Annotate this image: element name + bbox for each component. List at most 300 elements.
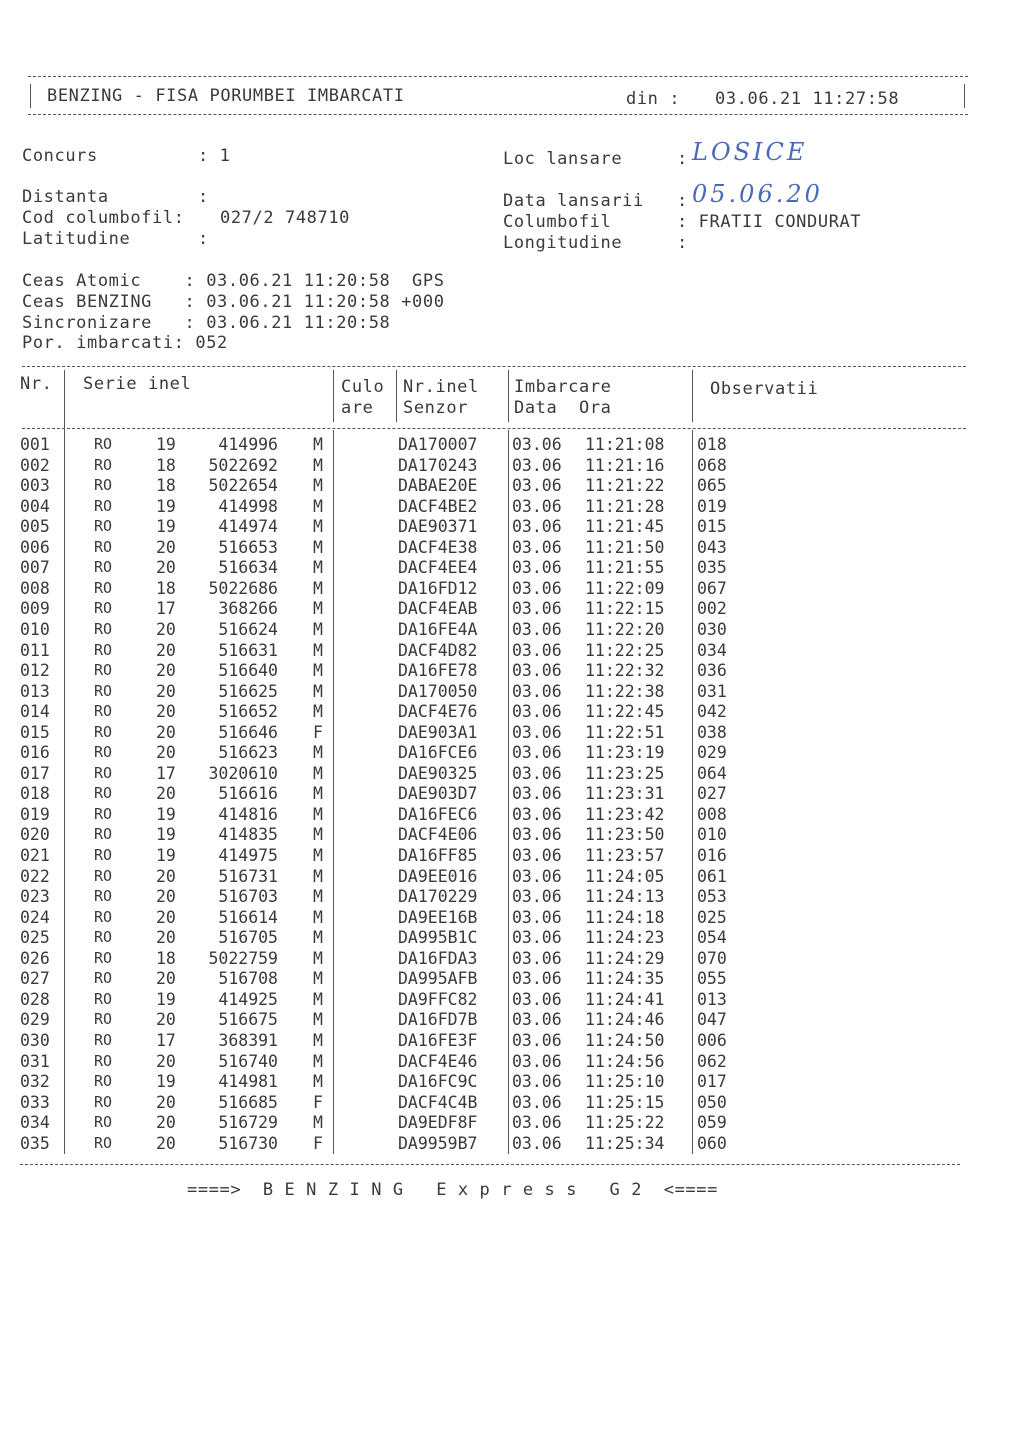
ring-number: 414998 bbox=[218, 496, 278, 516]
sex: M bbox=[313, 989, 323, 1009]
boarding-time: 11:22:32 bbox=[585, 661, 665, 681]
loc-lansare-label: Loc lansare bbox=[503, 149, 623, 169]
document-title: BENZING - FISA PORUMBEI IMBARCATI bbox=[47, 86, 405, 106]
sensor-ring: DA16FE4A bbox=[398, 619, 478, 639]
table-row bbox=[0, 599, 1024, 620]
sex: M bbox=[313, 1072, 323, 1092]
boarding-date: 03.06 bbox=[512, 784, 562, 804]
printed-at-label: din : bbox=[626, 89, 681, 109]
observation: 055 bbox=[697, 969, 727, 989]
observation: 030 bbox=[697, 619, 727, 639]
sex: M bbox=[313, 825, 323, 845]
table-row bbox=[0, 723, 1024, 744]
boarding-time: 11:25:15 bbox=[585, 1092, 665, 1112]
ring-number: 414975 bbox=[218, 846, 278, 865]
boarding-date: 03.06 bbox=[512, 640, 562, 660]
row-number: 008 bbox=[20, 578, 50, 598]
boarding-time: 11:23:50 bbox=[585, 825, 665, 845]
ring-year: 20 bbox=[156, 743, 176, 763]
ring-year: 17 bbox=[156, 599, 176, 619]
observation: 062 bbox=[697, 1051, 727, 1071]
sincronizare: Sincronizare : 03.06.21 11:20:58 bbox=[22, 313, 391, 333]
country-code: RO bbox=[94, 1133, 113, 1152]
country-code: RO bbox=[94, 722, 113, 741]
country-code: RO bbox=[94, 969, 113, 988]
boarding-time: 11:23:42 bbox=[585, 804, 665, 824]
observation: 031 bbox=[697, 681, 727, 701]
table-row bbox=[0, 1093, 1024, 1114]
sensor-ring: DA16FD12 bbox=[398, 578, 478, 598]
header-sep-5 bbox=[692, 370, 693, 422]
observation: 019 bbox=[697, 496, 727, 516]
country-code: RO bbox=[94, 846, 113, 864]
boarding-time: 11:22:20 bbox=[585, 619, 665, 639]
country-code: RO bbox=[94, 578, 113, 597]
sensor-ring: DACF4E38 bbox=[398, 537, 478, 557]
data-lansarii-colon: : bbox=[677, 191, 688, 211]
sex: M bbox=[313, 784, 323, 804]
row-number: 023 bbox=[20, 887, 50, 907]
sex: M bbox=[313, 948, 323, 968]
row-number: 031 bbox=[20, 1051, 50, 1071]
table-row bbox=[0, 908, 1024, 929]
boarding-time: 11:24:23 bbox=[585, 928, 665, 948]
ring-number: 516685 bbox=[218, 1092, 278, 1112]
sensor-ring: DACF4D82 bbox=[398, 640, 478, 660]
boarding-time: 11:24:18 bbox=[585, 907, 665, 927]
cod-label: Cod columbofil: bbox=[22, 208, 185, 228]
table-row bbox=[0, 620, 1024, 641]
country-code: RO bbox=[94, 989, 113, 1008]
country-code: RO bbox=[94, 907, 113, 926]
sex: M bbox=[313, 702, 323, 722]
table-row bbox=[0, 641, 1024, 662]
observation: 065 bbox=[697, 476, 727, 496]
table-row bbox=[0, 1010, 1024, 1031]
ring-year: 19 bbox=[156, 517, 176, 537]
country-code: RO bbox=[94, 1113, 113, 1132]
concurs-label: Concurs bbox=[22, 146, 98, 166]
boarding-date: 03.06 bbox=[512, 578, 562, 598]
country-code: RO bbox=[94, 1010, 113, 1029]
boarding-time: 11:25:22 bbox=[585, 1113, 665, 1133]
observation: 059 bbox=[697, 1113, 727, 1133]
observation: 043 bbox=[697, 537, 727, 557]
observation: 067 bbox=[697, 578, 727, 598]
row-number: 010 bbox=[20, 619, 50, 639]
country-code: RO bbox=[94, 661, 113, 680]
boarding-time: 11:23:25 bbox=[585, 763, 665, 783]
observation: 025 bbox=[697, 907, 727, 927]
table-header-bottom-rule bbox=[22, 428, 966, 429]
observation: 013 bbox=[697, 989, 727, 1009]
table-row bbox=[0, 969, 1024, 990]
observation: 061 bbox=[697, 866, 727, 886]
table-row bbox=[0, 579, 1024, 600]
table-row bbox=[0, 517, 1024, 538]
boarding-date: 03.06 bbox=[512, 455, 562, 475]
observation: 006 bbox=[697, 1030, 727, 1050]
ring-year: 20 bbox=[156, 1133, 176, 1153]
row-number: 003 bbox=[20, 476, 50, 496]
ring-number: 516705 bbox=[218, 928, 278, 948]
boarding-time: 11:23:19 bbox=[585, 743, 665, 763]
table-top-rule bbox=[22, 366, 966, 367]
sex: M bbox=[313, 846, 323, 865]
data-lansarii-handwritten: 05.06.20 bbox=[692, 180, 823, 208]
ring-number: 516616 bbox=[218, 784, 278, 804]
row-number: 020 bbox=[20, 825, 50, 845]
sex: M bbox=[313, 681, 323, 701]
observation: 016 bbox=[697, 846, 727, 865]
ring-number: 516614 bbox=[218, 907, 278, 927]
sex: M bbox=[313, 866, 323, 886]
boarding-date: 03.06 bbox=[512, 825, 562, 845]
row-number: 012 bbox=[20, 661, 50, 681]
ring-year: 20 bbox=[156, 661, 176, 681]
observation: 027 bbox=[697, 784, 727, 804]
row-number: 017 bbox=[20, 763, 50, 783]
ring-number: 516631 bbox=[218, 640, 278, 660]
sensor-ring: DA9EE16B bbox=[398, 907, 478, 927]
boarding-date: 03.06 bbox=[512, 763, 562, 783]
sensor-ring: DA16FC9C bbox=[398, 1072, 478, 1092]
country-code: RO bbox=[94, 1030, 113, 1049]
sensor-ring: DA170243 bbox=[398, 455, 478, 475]
printed-at-value: 03.06.21 11:27:58 bbox=[715, 89, 900, 109]
observation: 018 bbox=[697, 435, 727, 454]
sensor-ring: DAE903A1 bbox=[398, 722, 478, 742]
boarding-date: 03.06 bbox=[512, 1133, 562, 1153]
boarding-time: 11:24:05 bbox=[585, 866, 665, 886]
boarding-date: 03.06 bbox=[512, 681, 562, 701]
boarding-date: 03.06 bbox=[512, 661, 562, 681]
sex: F bbox=[313, 1092, 323, 1112]
loc-lansare-colon: : bbox=[677, 149, 688, 169]
row-number: 032 bbox=[20, 1072, 50, 1092]
observation: 050 bbox=[697, 1092, 727, 1112]
boarding-time: 11:22:38 bbox=[585, 681, 665, 701]
ring-number: 414816 bbox=[218, 804, 278, 824]
table-row bbox=[0, 1134, 1024, 1155]
observation: 002 bbox=[697, 599, 727, 619]
boarding-date: 03.06 bbox=[512, 619, 562, 639]
row-number: 013 bbox=[20, 681, 50, 701]
boarding-date: 03.06 bbox=[512, 928, 562, 948]
boarding-time: 11:23:57 bbox=[585, 846, 665, 865]
country-code: RO bbox=[94, 825, 113, 844]
ring-year: 20 bbox=[156, 928, 176, 948]
ring-year: 20 bbox=[156, 907, 176, 927]
observation: 064 bbox=[697, 763, 727, 783]
observation: 042 bbox=[697, 702, 727, 722]
boarding-time: 11:22:51 bbox=[585, 722, 665, 742]
observation: 060 bbox=[697, 1133, 727, 1153]
sensor-ring: DA170229 bbox=[398, 887, 478, 907]
sensor-ring: DA16FE3F bbox=[398, 1030, 478, 1050]
sensor-ring: DA9FFC82 bbox=[398, 989, 478, 1009]
row-number: 002 bbox=[20, 455, 50, 475]
country-code: RO bbox=[94, 681, 113, 700]
porumbei-imbarcati: Por. imbarcati: 052 bbox=[22, 333, 228, 353]
sensor-ring: DACF4E76 bbox=[398, 702, 478, 722]
row-number: 018 bbox=[20, 784, 50, 804]
sensor-ring: DACF4E46 bbox=[398, 1051, 478, 1071]
ring-number: 5022759 bbox=[208, 948, 278, 968]
sex: M bbox=[313, 763, 323, 783]
boarding-date: 03.06 bbox=[512, 1092, 562, 1112]
row-number: 026 bbox=[20, 948, 50, 968]
country-code: RO bbox=[94, 517, 113, 536]
ring-number: 516646 bbox=[218, 722, 278, 742]
longitudine-label: Longitudine bbox=[503, 233, 623, 253]
table-row bbox=[0, 764, 1024, 785]
table-row bbox=[0, 456, 1024, 477]
boarding-date: 03.06 bbox=[512, 435, 562, 454]
cod-value: 027/2 748710 bbox=[220, 208, 351, 228]
country-code: RO bbox=[94, 455, 113, 474]
boarding-date: 03.06 bbox=[512, 722, 562, 742]
sensor-ring: DA170050 bbox=[398, 681, 478, 701]
loc-lansare-handwritten: LOSICE bbox=[692, 138, 808, 166]
row-number: 019 bbox=[20, 804, 50, 824]
observation: 017 bbox=[697, 1072, 727, 1092]
concurs-value: : 1 bbox=[198, 146, 231, 166]
sex: M bbox=[313, 907, 323, 927]
ring-number: 5022686 bbox=[208, 578, 278, 598]
boarding-time: 11:21:45 bbox=[585, 517, 665, 537]
observation: 047 bbox=[697, 1010, 727, 1030]
header-left-rule bbox=[30, 84, 31, 108]
boarding-date: 03.06 bbox=[512, 846, 562, 865]
ring-number: 516624 bbox=[218, 619, 278, 639]
boarding-date: 03.06 bbox=[512, 804, 562, 824]
observation: 015 bbox=[697, 517, 727, 537]
sensor-ring: DAE90325 bbox=[398, 763, 478, 783]
boarding-date: 03.06 bbox=[512, 496, 562, 516]
sensor-ring: DAE90371 bbox=[398, 517, 478, 537]
col-header-nrinel-2: Senzor bbox=[403, 398, 469, 418]
row-number: 009 bbox=[20, 599, 50, 619]
country-code: RO bbox=[94, 784, 113, 803]
observation: 010 bbox=[697, 825, 727, 845]
ring-year: 20 bbox=[156, 784, 176, 804]
sex: M bbox=[313, 743, 323, 763]
ring-number: 414835 bbox=[218, 825, 278, 845]
table-row bbox=[0, 558, 1024, 579]
row-number: 016 bbox=[20, 743, 50, 763]
row-number: 030 bbox=[20, 1030, 50, 1050]
country-code: RO bbox=[94, 619, 113, 638]
columbofil-value: : FRATII CONDURAT bbox=[677, 212, 862, 232]
table-row bbox=[0, 825, 1024, 846]
boarding-date: 03.06 bbox=[512, 1051, 562, 1071]
table-row bbox=[0, 1052, 1024, 1073]
ring-year: 20 bbox=[156, 640, 176, 660]
sensor-ring: DA16FD7B bbox=[398, 1010, 478, 1030]
boarding-time: 11:21:28 bbox=[585, 496, 665, 516]
table-row bbox=[0, 928, 1024, 949]
ring-number: 5022692 bbox=[208, 455, 278, 475]
table-row bbox=[0, 497, 1024, 518]
ring-number: 516653 bbox=[218, 537, 278, 557]
sensor-ring: DABAE20E bbox=[398, 476, 478, 496]
sensor-ring: DACF4C4B bbox=[398, 1092, 478, 1112]
observation: 070 bbox=[697, 948, 727, 968]
boarding-time: 11:25:10 bbox=[585, 1072, 665, 1092]
col-header-culoare-2: are bbox=[341, 398, 374, 418]
ring-year: 17 bbox=[156, 763, 176, 783]
table-row bbox=[0, 805, 1024, 826]
sex: M bbox=[313, 640, 323, 660]
country-code: RO bbox=[94, 743, 113, 762]
col-header-imbarcare-2: Data Ora bbox=[514, 398, 612, 418]
ceas-benzing: Ceas BENZING : 03.06.21 11:20:58 +000 bbox=[22, 292, 445, 312]
ring-number: 516675 bbox=[218, 1010, 278, 1030]
sex: M bbox=[313, 496, 323, 516]
row-number: 034 bbox=[20, 1113, 50, 1133]
latitudine-value: : bbox=[198, 229, 209, 249]
footer-brand: ====> B E N Z I N G E x p r e s s G 2 <==== bbox=[187, 1180, 718, 1200]
observation: 068 bbox=[697, 455, 727, 475]
row-number: 035 bbox=[20, 1133, 50, 1153]
table-row bbox=[0, 867, 1024, 888]
table-row bbox=[0, 661, 1024, 682]
sex: M bbox=[313, 455, 323, 475]
table-bottom-rule bbox=[20, 1164, 960, 1165]
ring-number: 5022654 bbox=[208, 476, 278, 496]
row-number: 005 bbox=[20, 517, 50, 537]
ring-year: 20 bbox=[156, 969, 176, 989]
row-number: 021 bbox=[20, 846, 50, 865]
sex: M bbox=[313, 537, 323, 557]
sensor-ring: DA170007 bbox=[398, 435, 478, 454]
header-top-rule bbox=[28, 76, 968, 77]
table-row bbox=[0, 682, 1024, 703]
ring-number: 368391 bbox=[218, 1030, 278, 1050]
ring-number: 516623 bbox=[218, 743, 278, 763]
distanta-label: Distanta bbox=[22, 187, 109, 207]
country-code: RO bbox=[94, 866, 113, 885]
table-row bbox=[0, 846, 1024, 867]
country-code: RO bbox=[94, 1092, 113, 1111]
boarding-date: 03.06 bbox=[512, 476, 562, 496]
boarding-time: 11:24:50 bbox=[585, 1030, 665, 1050]
observation: 036 bbox=[697, 661, 727, 681]
ring-year: 19 bbox=[156, 989, 176, 1009]
country-code: RO bbox=[94, 599, 113, 618]
row-number: 024 bbox=[20, 907, 50, 927]
row-number: 001 bbox=[20, 435, 50, 454]
row-number: 015 bbox=[20, 722, 50, 742]
ring-number: 414925 bbox=[218, 989, 278, 1009]
table-row bbox=[0, 1113, 1024, 1134]
boarding-date: 03.06 bbox=[512, 558, 562, 578]
boarding-time: 11:24:46 bbox=[585, 1010, 665, 1030]
ring-year: 20 bbox=[156, 681, 176, 701]
sex: M bbox=[313, 887, 323, 907]
boarding-time: 11:24:41 bbox=[585, 989, 665, 1009]
boarding-time: 11:24:35 bbox=[585, 969, 665, 989]
sex: M bbox=[313, 1030, 323, 1050]
country-code: RO bbox=[94, 1072, 113, 1091]
ring-year: 18 bbox=[156, 578, 176, 598]
sensor-ring: DA9959B7 bbox=[398, 1133, 478, 1153]
country-code: RO bbox=[94, 887, 113, 906]
ring-year: 19 bbox=[156, 435, 176, 454]
col-header-nr: Nr. bbox=[20, 374, 53, 394]
sex: M bbox=[313, 804, 323, 824]
sex: M bbox=[313, 435, 323, 454]
longitudine-value: : bbox=[677, 233, 688, 253]
header-bottom-rule bbox=[28, 114, 968, 115]
boarding-date: 03.06 bbox=[512, 866, 562, 886]
row-number: 025 bbox=[20, 928, 50, 948]
boarding-time: 11:21:55 bbox=[585, 558, 665, 578]
row-number: 004 bbox=[20, 496, 50, 516]
observation: 034 bbox=[697, 640, 727, 660]
sensor-ring: DA9EE016 bbox=[398, 866, 478, 886]
col-header-imbarcare-1: Imbarcare bbox=[514, 377, 612, 397]
ring-year: 20 bbox=[156, 1092, 176, 1112]
col-header-observatii: Observatii bbox=[710, 379, 819, 399]
ring-number: 516652 bbox=[218, 702, 278, 722]
sex: M bbox=[313, 1010, 323, 1030]
boarding-date: 03.06 bbox=[512, 907, 562, 927]
observation: 053 bbox=[697, 887, 727, 907]
ring-year: 19 bbox=[156, 496, 176, 516]
table-row bbox=[0, 702, 1024, 723]
country-code: RO bbox=[94, 640, 113, 659]
ring-year: 20 bbox=[156, 619, 176, 639]
ring-year: 18 bbox=[156, 476, 176, 496]
boarding-time: 11:25:34 bbox=[585, 1133, 665, 1153]
ring-year: 19 bbox=[156, 825, 176, 845]
table-row bbox=[0, 743, 1024, 764]
boarding-time: 11:21:50 bbox=[585, 537, 665, 557]
table-row bbox=[0, 1031, 1024, 1052]
row-number: 028 bbox=[20, 989, 50, 1009]
sex: M bbox=[313, 599, 323, 619]
data-lansarii-label: Data lansarii bbox=[503, 191, 644, 211]
country-code: RO bbox=[94, 1051, 113, 1070]
ring-number: 414996 bbox=[218, 435, 278, 454]
row-number: 006 bbox=[20, 537, 50, 557]
table-row bbox=[0, 949, 1024, 970]
boarding-date: 03.06 bbox=[512, 599, 562, 619]
boarding-time: 11:22:15 bbox=[585, 599, 665, 619]
ring-year: 20 bbox=[156, 866, 176, 886]
ring-year: 20 bbox=[156, 1113, 176, 1133]
boarding-time: 11:22:09 bbox=[585, 578, 665, 598]
sensor-ring: DACF4EE4 bbox=[398, 558, 478, 578]
ring-year: 20 bbox=[156, 887, 176, 907]
row-number: 022 bbox=[20, 866, 50, 886]
sensor-ring: DA16FDA3 bbox=[398, 948, 478, 968]
table-row bbox=[0, 784, 1024, 805]
observation: 054 bbox=[697, 928, 727, 948]
ring-number: 516729 bbox=[218, 1113, 278, 1133]
boarding-date: 03.06 bbox=[512, 1113, 562, 1133]
country-code: RO bbox=[94, 804, 113, 823]
country-code: RO bbox=[94, 948, 113, 967]
sensor-ring: DA16FF85 bbox=[398, 846, 478, 865]
header-right-rule bbox=[964, 84, 965, 108]
ring-year: 20 bbox=[156, 537, 176, 557]
sensor-ring: DA995AFB bbox=[398, 969, 478, 989]
header-sep-4 bbox=[508, 370, 509, 422]
ring-number: 368266 bbox=[218, 599, 278, 619]
